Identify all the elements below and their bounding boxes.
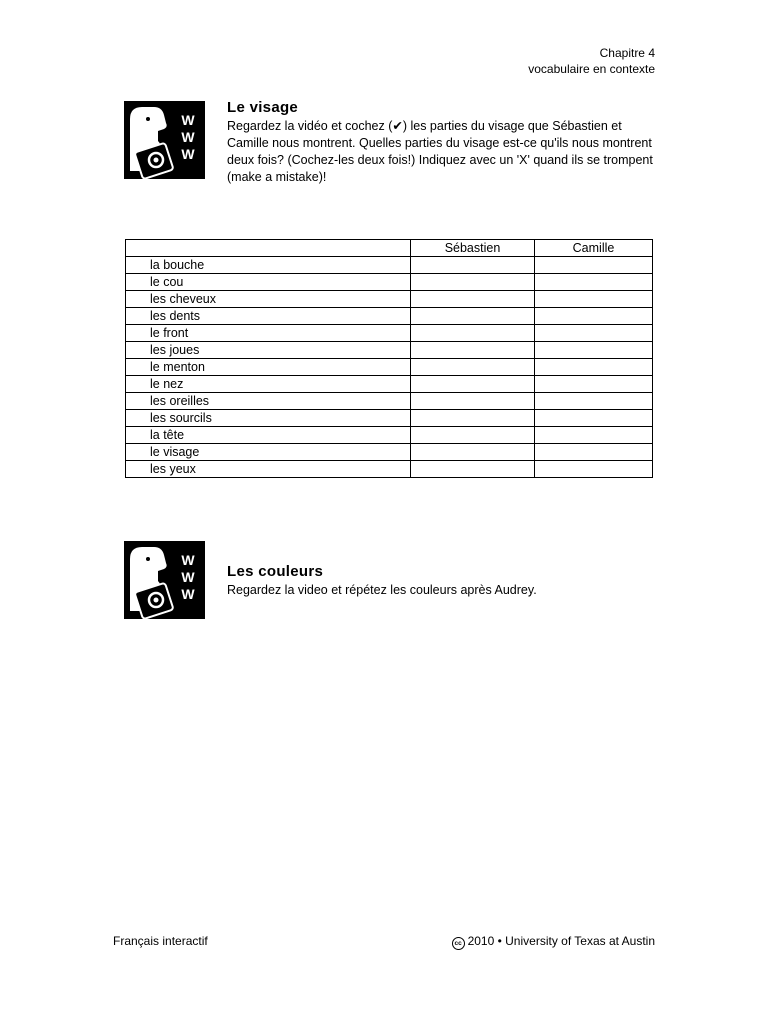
check-cell-sebastien[interactable] <box>411 274 535 291</box>
check-cell-sebastien[interactable] <box>411 410 535 427</box>
footer-right <box>452 934 655 950</box>
check-cell-camille[interactable] <box>535 393 653 410</box>
www-video-icon <box>124 541 205 619</box>
check-cell-camille[interactable] <box>535 325 653 342</box>
check-cell-sebastien[interactable] <box>411 444 535 461</box>
vocab-word: la tête <box>126 427 411 444</box>
table-row <box>126 291 653 308</box>
svg-text:W: W <box>181 112 195 128</box>
section-title-couleurs: Les couleurs <box>227 563 324 580</box>
table-row <box>126 376 653 393</box>
vocab-word: le cou <box>126 274 411 291</box>
www-video-icon <box>124 101 205 179</box>
check-cell-sebastien[interactable] <box>411 308 535 325</box>
check-cell-sebastien[interactable] <box>411 325 535 342</box>
vocabulary-table <box>125 239 653 478</box>
check-cell-camille[interactable] <box>535 461 653 478</box>
table-row <box>126 444 653 461</box>
vocab-word: le nez <box>126 376 411 393</box>
footer-left: Français interactif <box>113 934 208 948</box>
table-row <box>126 274 653 291</box>
table-header-sebastien: Sébastien <box>411 240 535 257</box>
check-cell-camille[interactable] <box>535 257 653 274</box>
vocab-word: le visage <box>126 444 411 461</box>
check-cell-sebastien[interactable] <box>411 393 535 410</box>
check-cell-sebastien[interactable] <box>411 376 535 393</box>
svg-text:W: W <box>181 586 195 602</box>
svg-text:W: W <box>181 569 195 585</box>
creative-commons-icon: cc <box>452 937 465 950</box>
table-row <box>126 427 653 444</box>
chapter-subtitle: vocabulaire en contexte <box>528 62 655 76</box>
table-header-empty <box>126 240 411 257</box>
check-cell-sebastien[interactable] <box>411 427 535 444</box>
check-cell-sebastien[interactable] <box>411 291 535 308</box>
table-row <box>126 461 653 478</box>
check-cell-camille[interactable] <box>535 376 653 393</box>
check-cell-sebastien[interactable] <box>411 461 535 478</box>
table-header-camille: Camille <box>535 240 653 257</box>
check-cell-camille[interactable] <box>535 308 653 325</box>
table-row <box>126 393 653 410</box>
check-cell-sebastien[interactable] <box>411 359 535 376</box>
svg-text:W: W <box>181 552 195 568</box>
vocab-word: les dents <box>126 308 411 325</box>
svg-text:W: W <box>181 129 195 145</box>
section-title-visage: Le visage <box>227 99 299 116</box>
check-cell-sebastien[interactable] <box>411 342 535 359</box>
table-row <box>126 257 653 274</box>
vocab-word: les sourcils <box>126 410 411 427</box>
vocab-word: les cheveux <box>126 291 411 308</box>
vocab-word: les joues <box>126 342 411 359</box>
chapter-label: Chapitre 4 <box>599 46 655 60</box>
check-cell-camille[interactable] <box>535 342 653 359</box>
page-header <box>528 45 655 77</box>
check-cell-camille[interactable] <box>535 444 653 461</box>
check-cell-camille[interactable] <box>535 427 653 444</box>
vocab-word: les oreilles <box>126 393 411 410</box>
vocab-word: les yeux <box>126 461 411 478</box>
table-row <box>126 342 653 359</box>
section-instructions-visage: Regardez la vidéo et cochez (✔) les parties du visage que Sébastien et Camille nous montrent. Quelles parties du visage est-ce qu'ils nous montrent deux fois? (Cochez-les deux fois!) Indiquez avec un 'X' quand ils se trompent (make a mistake)! <box>227 119 653 184</box>
check-cell-camille[interactable] <box>535 359 653 376</box>
vocab-word: le front <box>126 325 411 342</box>
vocab-word: la bouche <box>126 257 411 274</box>
section-instructions-couleurs: Regardez la video et répétez les couleurs après Audrey. <box>227 583 537 597</box>
check-cell-camille[interactable] <box>535 291 653 308</box>
svg-text:W: W <box>181 146 195 162</box>
table-row <box>126 308 653 325</box>
check-cell-sebastien[interactable] <box>411 257 535 274</box>
table-row <box>126 359 653 376</box>
check-cell-camille[interactable] <box>535 274 653 291</box>
table-row <box>126 325 653 342</box>
check-cell-camille[interactable] <box>535 410 653 427</box>
table-header-row <box>126 240 653 257</box>
vocab-word: le menton <box>126 359 411 376</box>
footer-copyright: 2010 • University of Texas at Austin <box>467 934 655 948</box>
table-row <box>126 410 653 427</box>
